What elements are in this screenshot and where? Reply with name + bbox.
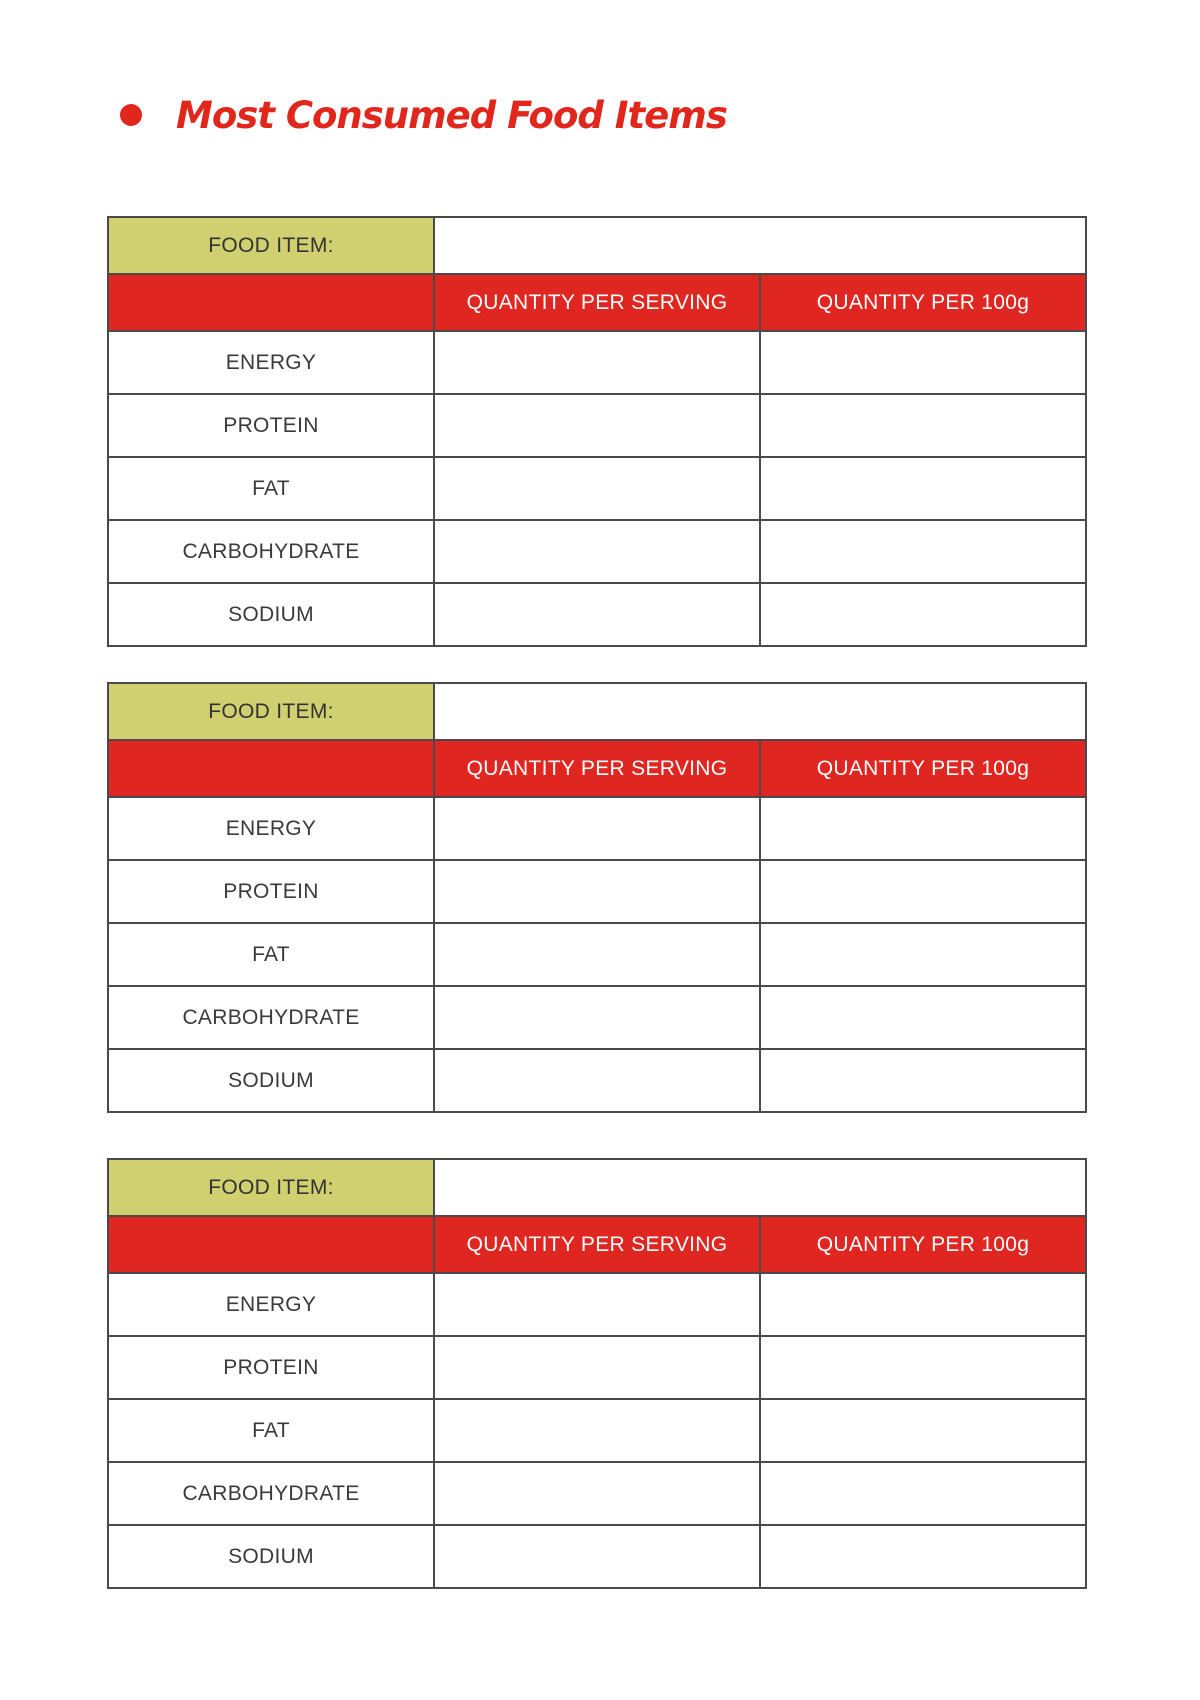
page-title: Most Consumed Food Items: [176, 93, 727, 137]
nutrient-label: CARBOHYDRATE: [108, 1462, 434, 1525]
per100g-value-cell[interactable]: [760, 457, 1086, 520]
table-row: [108, 331, 1086, 394]
serving-value-cell[interactable]: [434, 797, 760, 860]
per100g-value-cell[interactable]: [760, 1273, 1086, 1336]
nutrient-label: ENERGY: [108, 331, 434, 394]
table-row: [108, 986, 1086, 1049]
table-row: [108, 520, 1086, 583]
table-row: [108, 394, 1086, 457]
table-row: [108, 1399, 1086, 1462]
nutrient-label: FAT: [108, 457, 434, 520]
per100g-value-cell[interactable]: [760, 331, 1086, 394]
serving-value-cell[interactable]: [434, 1399, 760, 1462]
nutrient-label: SODIUM: [108, 1525, 434, 1588]
nutrient-label: PROTEIN: [108, 394, 434, 457]
per100g-value-cell[interactable]: [760, 1462, 1086, 1525]
food-item-row: [108, 683, 1086, 740]
nutrient-label: CARBOHYDRATE: [108, 520, 434, 583]
food-item-field[interactable]: [434, 217, 1086, 274]
per100g-value-cell[interactable]: [760, 986, 1086, 1049]
nutrient-label: ENERGY: [108, 797, 434, 860]
nutrient-label: PROTEIN: [108, 860, 434, 923]
per100g-value-cell[interactable]: [760, 394, 1086, 457]
bullet-icon: [120, 104, 142, 126]
serving-value-cell[interactable]: [434, 923, 760, 986]
serving-value-cell[interactable]: [434, 1525, 760, 1588]
per100g-value-cell[interactable]: [760, 797, 1086, 860]
food-item-row: [108, 217, 1086, 274]
table-row: [108, 1462, 1086, 1525]
table-row: [108, 923, 1086, 986]
serving-value-cell[interactable]: [434, 986, 760, 1049]
serving-value-cell[interactable]: [434, 1462, 760, 1525]
food-item-field[interactable]: [434, 1159, 1086, 1216]
nutrient-label: PROTEIN: [108, 1336, 434, 1399]
page-heading: [120, 88, 727, 142]
table-row: [108, 1273, 1086, 1336]
nutrient-label: SODIUM: [108, 583, 434, 646]
serving-value-cell[interactable]: [434, 1273, 760, 1336]
table-row: [108, 583, 1086, 646]
nutrient-label: SODIUM: [108, 1049, 434, 1112]
table-row: [108, 1525, 1086, 1588]
nutrition-table: [107, 682, 1087, 1113]
food-item-label: FOOD ITEM:: [108, 683, 434, 740]
nutrition-table: [107, 1158, 1087, 1589]
header-quantity-per-serving: QUANTITY PER SERVING: [434, 274, 760, 331]
per100g-value-cell[interactable]: [760, 923, 1086, 986]
header-quantity-per-100g: QUANTITY PER 100g: [760, 274, 1086, 331]
per100g-value-cell[interactable]: [760, 520, 1086, 583]
food-item-label: FOOD ITEM:: [108, 217, 434, 274]
serving-value-cell[interactable]: [434, 520, 760, 583]
nutrient-label: FAT: [108, 923, 434, 986]
serving-value-cell[interactable]: [434, 1049, 760, 1112]
per100g-value-cell[interactable]: [760, 860, 1086, 923]
per100g-value-cell[interactable]: [760, 1399, 1086, 1462]
table-header-row: [108, 740, 1086, 797]
table-header-row: [108, 1216, 1086, 1273]
food-item-field[interactable]: [434, 683, 1086, 740]
serving-value-cell[interactable]: [434, 860, 760, 923]
per100g-value-cell[interactable]: [760, 583, 1086, 646]
per100g-value-cell[interactable]: [760, 1049, 1086, 1112]
header-quantity-per-100g: QUANTITY PER 100g: [760, 740, 1086, 797]
header-empty-cell: [108, 1216, 434, 1273]
table-row: [108, 457, 1086, 520]
serving-value-cell[interactable]: [434, 1336, 760, 1399]
table-header-row: [108, 274, 1086, 331]
serving-value-cell[interactable]: [434, 457, 760, 520]
header-empty-cell: [108, 740, 434, 797]
nutrition-table: [107, 216, 1087, 647]
serving-value-cell[interactable]: [434, 583, 760, 646]
table-row: [108, 1049, 1086, 1112]
nutrient-label: ENERGY: [108, 1273, 434, 1336]
nutrient-label: CARBOHYDRATE: [108, 986, 434, 1049]
serving-value-cell[interactable]: [434, 331, 760, 394]
header-quantity-per-100g: QUANTITY PER 100g: [760, 1216, 1086, 1273]
header-quantity-per-serving: QUANTITY PER SERVING: [434, 740, 760, 797]
header-empty-cell: [108, 274, 434, 331]
table-row: [108, 860, 1086, 923]
food-item-label: FOOD ITEM:: [108, 1159, 434, 1216]
nutrient-label: FAT: [108, 1399, 434, 1462]
table-row: [108, 797, 1086, 860]
table-row: [108, 1336, 1086, 1399]
serving-value-cell[interactable]: [434, 394, 760, 457]
header-quantity-per-serving: QUANTITY PER SERVING: [434, 1216, 760, 1273]
per100g-value-cell[interactable]: [760, 1336, 1086, 1399]
food-item-row: [108, 1159, 1086, 1216]
per100g-value-cell[interactable]: [760, 1525, 1086, 1588]
